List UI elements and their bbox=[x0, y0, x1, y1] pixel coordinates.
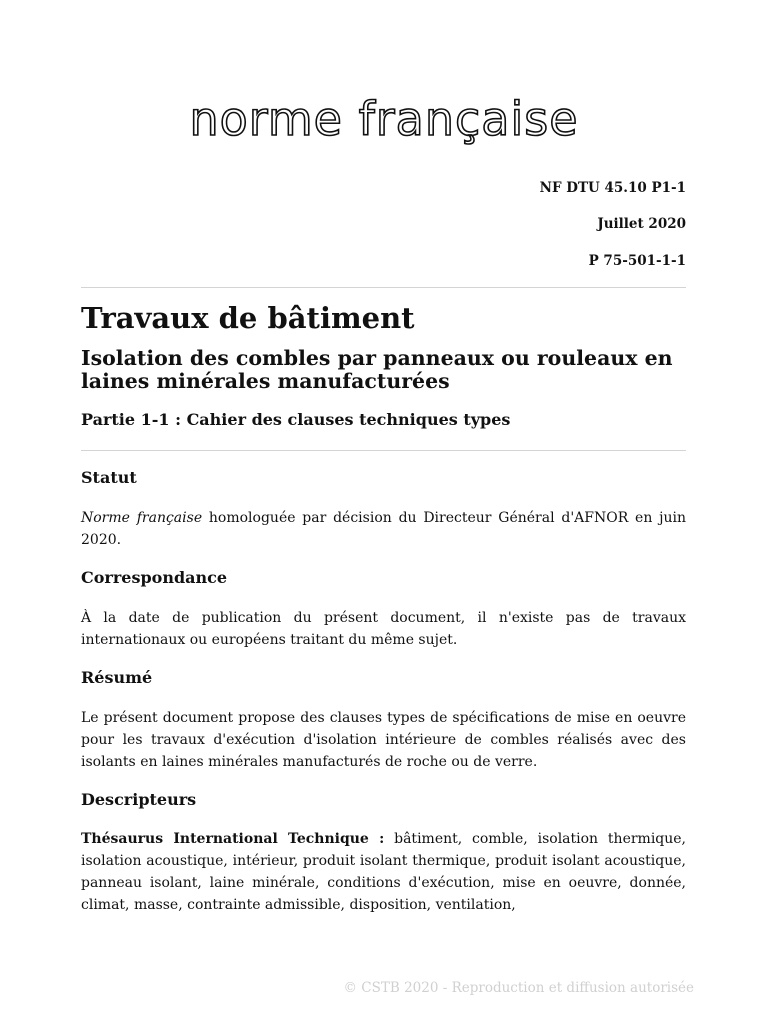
descripteurs-heading: Descripteurs bbox=[81, 790, 197, 809]
descripteurs-paragraph bbox=[81, 828, 686, 916]
statut-emphasis: Norme française bbox=[81, 510, 203, 526]
statut-heading: Statut bbox=[81, 468, 137, 487]
statut-paragraph bbox=[81, 507, 686, 551]
correspondance-paragraph: À la date de publication du présent document, il n'existe pas de travaux internationaux ou européens traitant du même sujet. bbox=[81, 610, 686, 648]
norme-francaise-logo: norme française bbox=[189, 92, 579, 146]
descripteurs-text: bâtiment, comble, isolation thermique, isolation acoustique, intérieur, produit isolant thermique, produit isolant acoustique, panneau isolant, laine minérale, conditions d'exécution, mise en oeuvre, donnée, climat, masse, contrainte admissible, disposition, ventilation, bbox=[81, 831, 687, 913]
resume-heading: Résumé bbox=[81, 668, 153, 687]
document-title: Travaux de bâtiment bbox=[81, 301, 415, 335]
top-divider bbox=[81, 287, 686, 288]
title-divider bbox=[81, 450, 686, 451]
publication-date: Juillet 2020 bbox=[597, 216, 686, 232]
document-reference: NF DTU 45.10 P1-1 bbox=[539, 180, 686, 196]
thesaurus-label: Thésaurus International Technique : bbox=[81, 831, 385, 847]
copyright-footer: © CSTB 2020 - Reproduction et diffusion autorisée bbox=[343, 980, 694, 996]
resume-paragraph: Le présent document propose des clauses types de spécifications de mise en oeuvre pour les travaux d'exécution d'isolation intérieure de combles réalisés avec des isolants en laines minérales manufacturés de roche ou de verre. bbox=[81, 710, 686, 770]
document-subtitle: Isolation des combles par panneaux ou rouleaux en laines minérales manufacturées bbox=[81, 346, 673, 393]
classification-index: P 75-501-1-1 bbox=[588, 253, 686, 269]
document-part: Partie 1-1 : Cahier des clauses techniques types bbox=[81, 410, 511, 429]
correspondance-heading: Correspondance bbox=[81, 568, 228, 587]
statut-text: homologuée par décision du Directeur Général d'AFNOR en juin 2020. bbox=[81, 510, 686, 548]
